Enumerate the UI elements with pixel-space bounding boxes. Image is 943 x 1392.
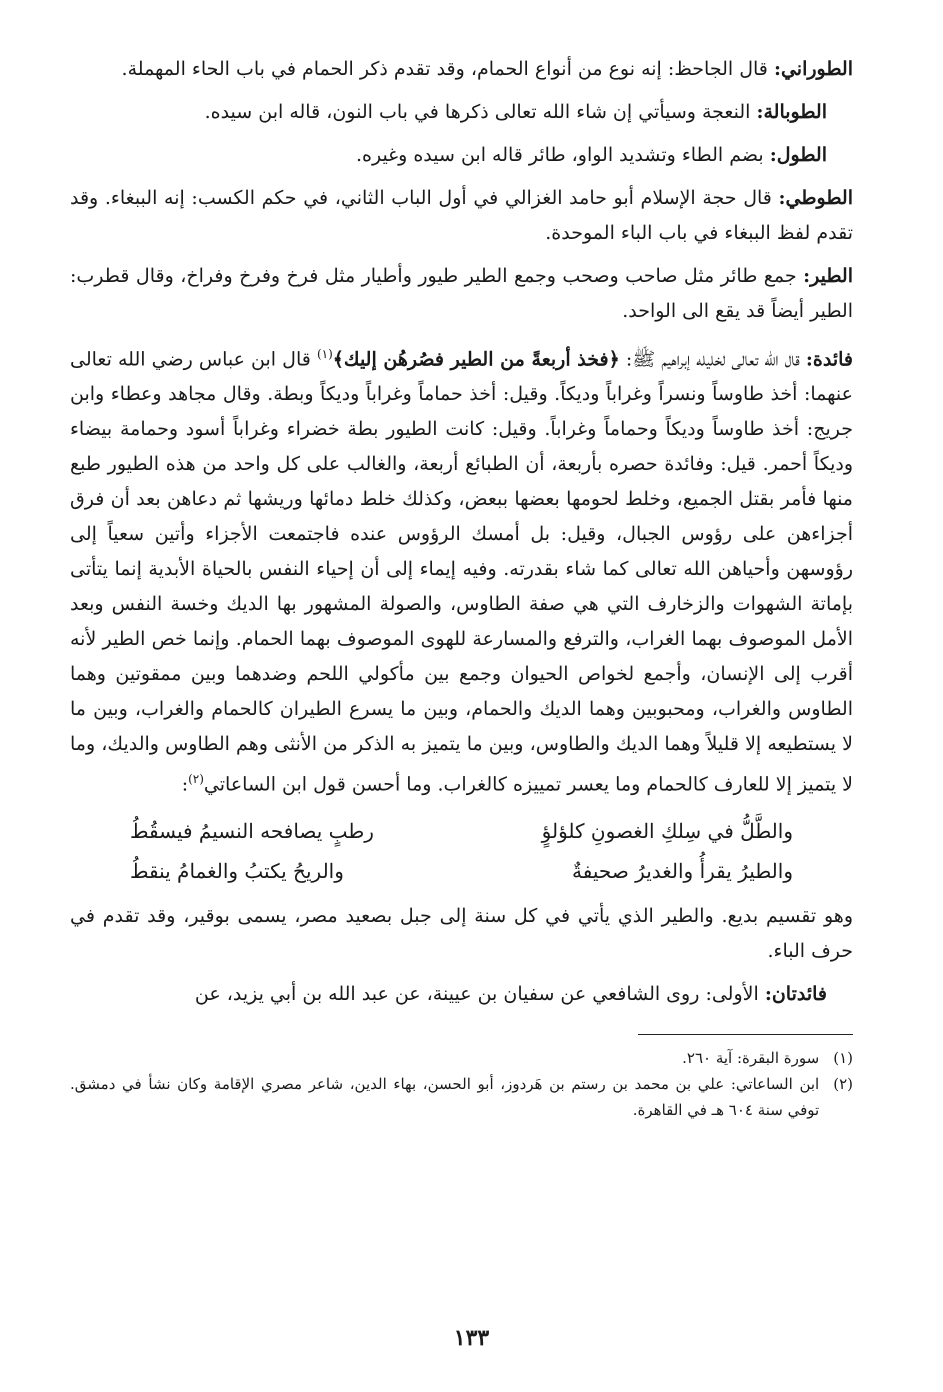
entry-tawrani bbox=[70, 52, 853, 87]
poem-second-hemistich: رطبٍ يصافحه النسيمُ فيسقُطُ bbox=[130, 818, 374, 843]
quran-verse: ﴿فخذ أربعةً من الطير فصُرهُن إليك﴾ bbox=[332, 348, 620, 371]
footnote-number: (٢) bbox=[833, 1074, 853, 1093]
entry-text: قال الجاحظ: إنه نوع من أنواع الحمام، وقد تقدم ذكر الحمام في باب الحاء المهملة. bbox=[121, 58, 774, 80]
entry-tayr bbox=[70, 259, 853, 329]
entry-text: النعجة وسيأتي إن شاء الله تعالى ذكرها في باب النون، قاله ابن سيده. bbox=[204, 101, 757, 123]
poem-first-hemistich: والطَّلُّ في سِلكِ الغصونِ كلؤلؤٍ bbox=[541, 818, 793, 843]
faida-head: فائدة: bbox=[805, 348, 854, 371]
entry-tuti bbox=[70, 181, 853, 251]
footnote-ref-1: (١) bbox=[316, 347, 333, 361]
faida-paragraph bbox=[70, 337, 853, 803]
entry-head: الطوراني: bbox=[773, 58, 853, 80]
poem-second-hemistich: والريحُ يكتبُ والغمامُ ينقطُ bbox=[130, 858, 344, 883]
after-verse-paragraph: وهو تقسيم بديع. والطير الذي يأتي في كل سنة إلى جبل بصعيد مصر، يسمى بوقير، وقد تقدم في حرف الباء. bbox=[70, 904, 853, 962]
entry-head: الطول: bbox=[769, 144, 827, 166]
faidatan-text: الأولى: روى الشافعي عن سفيان بن عيينة، عن عبد الله بن أبي يزيد، عن bbox=[194, 982, 765, 1005]
entry-tawbala bbox=[70, 95, 853, 130]
page-number: ١٣٣ bbox=[453, 1325, 490, 1351]
entry-text: جمع طائر مثل صاحب وصحب وجمع الطير طيور وأطيار مثل فرخ وفرخ وفراخ، وقال قطرب: الطير أيضاً قد يقع الى الواحد. bbox=[70, 265, 853, 322]
poem bbox=[130, 811, 793, 891]
footnote-text: سورة البقرة: آية ٢٦٠. bbox=[682, 1048, 820, 1067]
entry-head: الطوبالة: bbox=[756, 101, 827, 123]
faidatan-head: فائدتان: bbox=[764, 982, 827, 1005]
footnote-number: (١) bbox=[833, 1048, 853, 1067]
footnote bbox=[70, 1071, 853, 1123]
faida-intro: قال الله تعالى لخليله إبراهيم ﷺ: bbox=[619, 348, 806, 371]
page-content bbox=[70, 52, 853, 1123]
footnote-text: ابن الساعاتي: علي بن محمد بن رستم بن هَردوز، أبو الحسن، بهاء الدين، شاعر مصري الإقامة وكان نشأ في دمشق. توفي سنة ٦٠٤ هـ في القاهرة. bbox=[70, 1074, 820, 1119]
entry-tuwal bbox=[70, 138, 853, 173]
poem-line bbox=[130, 811, 793, 851]
footnote bbox=[70, 1045, 853, 1071]
entry-head: الطوطي: bbox=[778, 187, 853, 209]
entry-text: قال حجة الإسلام أبو حامد الغزالي في أول الباب الثاني، في حكم الكسب: إنه الببغاء. وقد تقدم لفظ الببغاء في باب الباء الموحدة. bbox=[70, 187, 853, 244]
faidatan-paragraph bbox=[70, 977, 853, 1012]
faida-colon: : bbox=[181, 773, 189, 796]
entry-head: الطير: bbox=[803, 265, 853, 287]
faida-body: قال ابن عباس رضي الله تعالى عنهما: أخذ طاوساً ونسراً وغراباً وديكاً. وقيل: أخذ حماماً وغراباً وديكاً وبطة. وقال مجاهد وعطاء وابن جريج: أخذ طاوساً وديكاً وحماماً وغراباً. وقيل: كانت الطيور بطة خضراء وغراباً أسود وحمامة بيضاء وديكاً أحمر. قيل: وفائدة حصره بأربعة، أن الطبائع أربعة، والغالب على كل واحد من هذه الطيور طبع منها فأمر بقتل الجميع، وخلط لحومها بعضها ببعض، وكذلك خلط دمائها وريشها ثم دعاهن بعد أن فرق أجزاءهن على رؤوس الجبال، وقيل: بل أمسك الرؤوس عنده فاجتمعت الأجزاء وأتين سعياً إلى رؤوسهن وأحياهن الله تعالى كما شاء بقدرته. وفيه إيماء إلى أن إحياء النفس بالحياة الأبدية إنما يتأتى بإماتة الشهوات والزخارف التي هي صفة الطاوس، والصولة المشهور بها الديك وخسة النفس وبعد الأمل الموصوف بهما الغراب، والترفع والمسارعة للهوى الموصوف بهما الحمام. وإنما خص الطير لأنه أقرب إلى الإنسان، وأجمع لخواص الحيوان وجمع بين مأكولي اللحم وضدهما وبين ممقوتين وهما الطاوس والغراب، ومحبوبين وهما الديك والحمام، وبين ما يسرع الطيران كالحمام والغراب، وبين ما لا يستطيعه إلا قليلاً وهما الديك والطاوس، وبين ما يتميز به الذكر من الأنثى وهم الطاوس والديك، وما لا يتميز إلا للعارف كالحمام وما يعسر تمييزه كالغراب. وما أحسن قول ابن الساعاتي bbox=[70, 348, 853, 796]
poem-line bbox=[130, 851, 793, 891]
entry-text: بضم الطاء وتشديد الواو، طائر قاله ابن سيده وغيره. bbox=[355, 144, 770, 166]
footnote-ref-2: (٢) bbox=[188, 772, 204, 787]
poem-first-hemistich: والطيرُ يقرأُ والغديرُ صحيفةٌ bbox=[572, 858, 793, 883]
footnote-divider bbox=[638, 1034, 853, 1035]
